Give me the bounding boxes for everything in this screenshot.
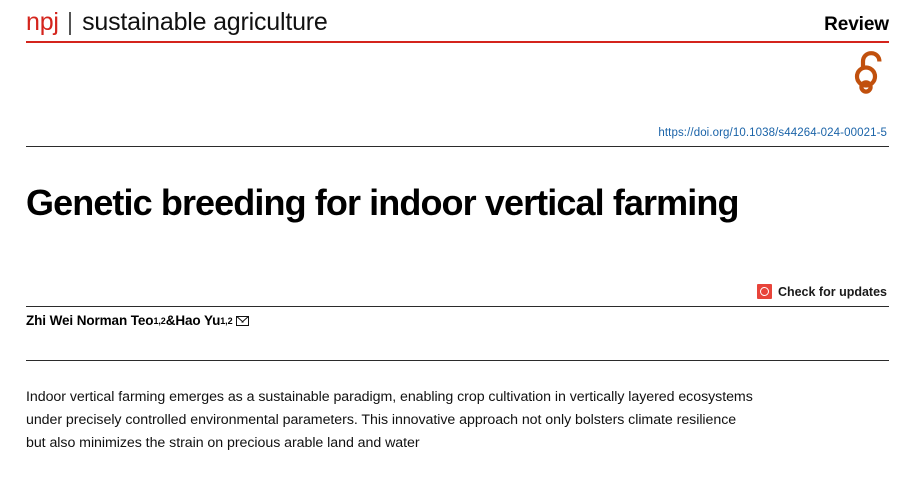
- journal-separator: |: [66, 8, 74, 36]
- journal-logo: [26, 8, 328, 37]
- open-lock-icon: [853, 50, 887, 94]
- check-for-updates-label: Check for updates: [777, 284, 887, 299]
- journal-name: sustainable agriculture: [82, 8, 328, 36]
- masthead-divider: [26, 41, 889, 43]
- author-name-2[interactable]: Hao Yu: [175, 313, 221, 328]
- author-list: [26, 313, 249, 328]
- abstract-text: Indoor vertical farming emerges as a sustainable paradigm, enabling crop cultivation in vertically layered ecosystems under precisely controlled environmental parameters. This innovative approach not only bolsters climate resilience but also minimizes the strain on precious arable land and water: [26, 389, 753, 452]
- author-affiliation-2: 1,2: [220, 315, 233, 326]
- doi-link[interactable]: https://doi.org/10.1038/s44264-024-00021-5: [658, 127, 887, 139]
- title-top-divider: [26, 146, 889, 147]
- author-affiliation-1: 1,2: [153, 315, 166, 326]
- abstract-top-divider: [26, 360, 889, 361]
- author-name-1[interactable]: Zhi Wei Norman Teo: [26, 313, 154, 328]
- authors-top-divider: [26, 306, 889, 307]
- crossmark-badge-icon: [757, 284, 772, 299]
- masthead: [26, 8, 889, 37]
- author-conjunction: &: [165, 313, 176, 328]
- page-title: Genetic breeding for indoor vertical farming: [26, 182, 739, 224]
- envelope-icon[interactable]: [236, 316, 249, 326]
- check-for-updates[interactable]: [757, 284, 887, 299]
- journal-prefix: npj: [26, 8, 59, 36]
- article-type-label: Review: [824, 14, 889, 35]
